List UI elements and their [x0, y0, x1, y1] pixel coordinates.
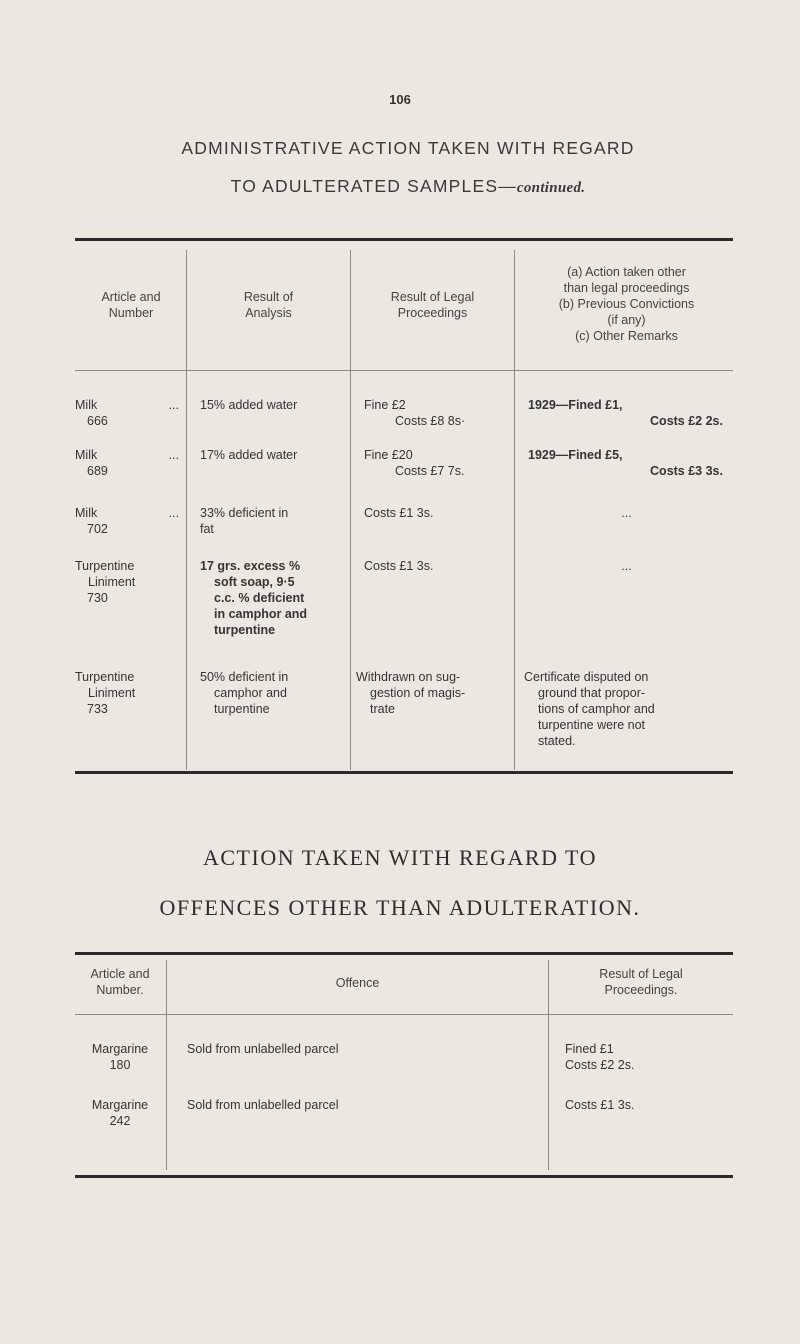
- header-text: than legal proceedings: [563, 281, 690, 295]
- article-text: Margarine: [91, 1042, 149, 1056]
- analysis-text: soft soap, 9·5: [214, 575, 295, 589]
- remarks-dots: ...: [621, 506, 632, 520]
- remarks-text: Costs £2 2s.: [650, 414, 723, 428]
- section1-title-line2-text: TO ADULTERATED SAMPLES—: [230, 176, 517, 196]
- header-text: Article and: [101, 290, 161, 304]
- table1-header-article: [75, 289, 187, 321]
- offence-cell: [187, 1097, 547, 1113]
- section1-title: [0, 133, 800, 209]
- analysis-text: turpentine: [214, 702, 270, 716]
- header-text: Article and: [90, 967, 150, 981]
- analysis-text: 33% deficient in: [200, 506, 289, 520]
- legal-cell: [356, 669, 514, 717]
- article-text: Liniment: [88, 686, 136, 700]
- table2-top-rule: [75, 952, 733, 955]
- analysis-text: in camphor and: [214, 607, 308, 621]
- offence-cell: [187, 1041, 547, 1057]
- analysis-cell: [200, 447, 350, 463]
- legal-text: Fine £2: [364, 398, 406, 412]
- header-text: Result of Legal: [390, 290, 475, 304]
- analysis-cell: [200, 505, 350, 537]
- legal-cell: [364, 558, 514, 574]
- result-text: Costs £1 3s.: [565, 1098, 635, 1112]
- remarks-text: ground that propor-: [538, 686, 646, 700]
- table1-header-remarks: [520, 264, 733, 344]
- legal-text: Fine £20: [364, 448, 413, 462]
- remarks-dots: ...: [621, 559, 632, 573]
- header-text: (a) Action taken other: [567, 265, 686, 279]
- article-number: 666: [87, 414, 108, 428]
- article-number: 733: [87, 702, 108, 716]
- remarks-text: turpentine were not: [538, 718, 646, 732]
- section2-title: [0, 838, 800, 938]
- header-text: Proceedings: [397, 306, 468, 320]
- article-number: 730: [87, 591, 108, 605]
- table2-header-offence: [167, 975, 548, 991]
- table1-divider-2: [350, 250, 351, 770]
- analysis-text: 17 grs. excess %: [200, 559, 301, 573]
- remarks-text: Costs £3 3s.: [650, 464, 723, 478]
- offence-text: Sold from unlabelled parcel: [187, 1098, 339, 1112]
- leader-dots: ...: [168, 448, 179, 462]
- result-text: Fined £1: [565, 1042, 614, 1056]
- table-row: [70, 1097, 170, 1129]
- header-text: (b) Previous Convictions: [558, 297, 695, 311]
- remarks-text: 1929—Fined £1,: [528, 398, 623, 412]
- analysis-text: turpentine: [214, 623, 276, 637]
- table1-header-legal: [351, 289, 514, 321]
- remarks-cell: [528, 397, 723, 429]
- table-row: [75, 669, 187, 717]
- analysis-cell: [200, 669, 350, 717]
- article-text: Liniment: [88, 575, 136, 589]
- legal-text: Costs £7 7s.: [395, 464, 465, 478]
- article-text: Milk: [75, 506, 98, 520]
- analysis-text: 50% deficient in: [200, 670, 289, 684]
- article-number: 689: [87, 464, 108, 478]
- legal-text: gestion of magis-: [370, 686, 466, 700]
- leader-dots: ...: [168, 506, 179, 520]
- article-name: [75, 505, 187, 521]
- remarks-cell: [524, 669, 734, 749]
- section2-title-line2: OFFENCES OTHER THAN ADULTERATION.: [159, 895, 641, 920]
- remarks-text: Certificate disputed on: [524, 670, 649, 684]
- table2-header-rule: [75, 1014, 733, 1015]
- article-number: 180: [109, 1058, 131, 1072]
- article-name: [75, 447, 187, 463]
- table-row: [75, 397, 187, 429]
- analysis-text: fat: [200, 522, 214, 536]
- header-text: (c) Other Remarks: [575, 329, 678, 343]
- table-row: [70, 1041, 170, 1073]
- table2-header-article: [70, 966, 170, 998]
- article-text: Milk: [75, 398, 98, 412]
- legal-text: Costs £8 8s·: [395, 414, 466, 428]
- legal-cell: [364, 447, 514, 479]
- article-text: Margarine: [91, 1098, 149, 1112]
- analysis-cell: [200, 397, 350, 413]
- table1-top-rule: [75, 238, 733, 241]
- legal-cell: [364, 397, 514, 429]
- header-text: Result of Legal: [599, 967, 683, 981]
- header-text: (if any): [607, 313, 646, 327]
- article-name: [75, 397, 187, 413]
- header-text: Offence: [335, 976, 380, 990]
- remarks-text: 1929—Fined £5,: [528, 448, 623, 462]
- remarks-text: tions of camphor and: [538, 702, 655, 716]
- table1-divider-3: [514, 250, 515, 770]
- article-number: 242: [109, 1114, 131, 1128]
- remarks-cell: [528, 447, 723, 479]
- article-text: Turpentine: [75, 670, 135, 684]
- remarks-text: stated.: [538, 734, 576, 748]
- section2-title-line1: ACTION TAKEN WITH REGARD TO: [203, 845, 597, 870]
- remarks-cell: [520, 558, 733, 574]
- result-text: Costs £2 2s.: [565, 1058, 635, 1072]
- header-text: Number.: [96, 983, 144, 997]
- header-text: Analysis: [245, 306, 292, 320]
- result-cell: [565, 1097, 733, 1113]
- legal-text: Withdrawn on sug-: [356, 670, 461, 684]
- analysis-text: camphor and: [214, 686, 287, 700]
- analysis-text: 17% added water: [200, 448, 298, 462]
- analysis-cell: [200, 558, 350, 638]
- remarks-cell: [520, 505, 733, 521]
- offence-text: Sold from unlabelled parcel: [187, 1042, 339, 1056]
- header-text: Number: [108, 306, 154, 320]
- article-text: Turpentine: [75, 559, 135, 573]
- legal-text: trate: [370, 702, 396, 716]
- table-row: [75, 447, 187, 479]
- analysis-text: 15% added water: [200, 398, 298, 412]
- legal-text: Costs £1 3s.: [364, 506, 434, 520]
- table-row: [75, 505, 187, 537]
- header-text: Proceedings.: [604, 983, 678, 997]
- result-cell: [565, 1041, 733, 1073]
- table2-bottom-rule: [75, 1175, 733, 1178]
- page-number: 106: [389, 92, 411, 107]
- header-text: Result of: [243, 290, 294, 304]
- legal-text: Costs £1 3s.: [364, 559, 434, 573]
- leader-dots: ...: [168, 398, 179, 412]
- table1-header-rule: [75, 370, 733, 371]
- legal-cell: [364, 505, 514, 521]
- section1-title-line1: ADMINISTRATIVE ACTION TAKEN WITH REGARD: [181, 138, 635, 158]
- article-number: 702: [87, 522, 108, 536]
- table-row: [75, 558, 187, 606]
- table2-header-result: [549, 966, 733, 998]
- table1-header-analysis: [187, 289, 350, 321]
- section1-title-continued: continued.: [516, 180, 586, 196]
- analysis-text: c.c. % deficient: [214, 591, 305, 605]
- article-text: Milk: [75, 448, 98, 462]
- table1-bottom-rule: [75, 771, 733, 774]
- section1-title-line2: [0, 171, 800, 209]
